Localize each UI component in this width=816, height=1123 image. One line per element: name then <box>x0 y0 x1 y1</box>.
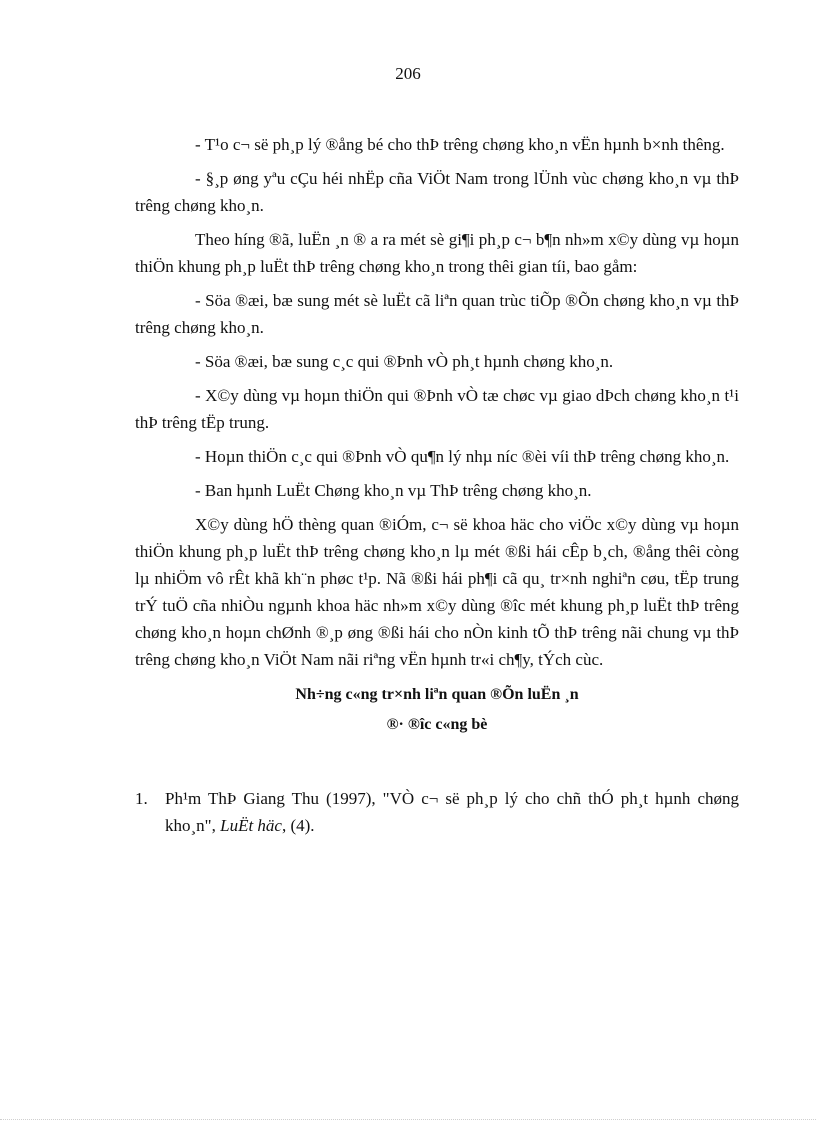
reference-issue: , (4). <box>281 816 315 835</box>
paragraph-bullet-trading: - X©y dùng vµ hoµn thiÖn qui ®Þnh vÒ tæ chøc vµ giao dÞch chøng kho¸n t¹i thÞ trêng tËp trung. <box>135 386 739 432</box>
paragraph-bullet-securities-law: - Ban hµnh LuËt Chøng kho¸n vµ ThÞ trêng chøng kho¸n. <box>195 481 592 500</box>
reference-list <box>135 785 739 839</box>
reference-text <box>165 785 739 839</box>
reference-item <box>135 785 739 839</box>
reference-number: 1. <box>135 789 148 808</box>
paragraph-bullet-issuance: - Söa ®æi, bæ sung c¸c qui ®Þnh vÒ ph¸t hµnh chøng kho¸n. <box>195 352 614 371</box>
main-content <box>135 131 739 839</box>
paragraph-bullet-amend-laws: - Söa ®æi, bæ sung mét sè luËt cã liªn quan trùc tiÕp ®Õn chøng kho¸n vµ thÞ trêng chøng kho¸n. <box>135 291 739 337</box>
reference-citation: Ph¹m ThÞ Giang Thu (1997), "VÒ c¬ së ph¸p lý cho chñ thÓ ph¸t hµnh chøng kho¸n", <box>165 789 739 835</box>
reference-journal: LuËt häc <box>220 816 282 835</box>
paragraph-bullet-legal-basis: - T¹o c¬ së ph¸p lý ®ång bé cho thÞ trêng chøng kho¸n vËn hµnh b×nh thêng. <box>195 135 725 154</box>
section-heading-line-2: ®· ®îc c«ng bè <box>386 716 488 733</box>
page-number: 206 <box>395 64 421 83</box>
paragraph-solutions-intro: Theo híng ®ã, luËn ¸n ® a ra mét sè gi¶i ph¸p c¬ b¶n nh»m x©y dùng vµ hoµn thiÖn khung ph¸p luËt thÞ trêng chøng kho¸n trong thêi gian tíi, bao gåm: <box>135 230 739 276</box>
section-heading-line-1: Nh÷ng c«ng tr×nh liªn quan ®Õn luËn ¸n <box>295 686 579 703</box>
paragraph-bullet-state-management: - Hoµn thiÖn c¸c qui ®Þnh vÒ qu¶n lý nhµ níc ®èi víi thÞ trêng chøng kho¸n. <box>195 447 730 466</box>
paragraph-bullet-integration: - §¸p øng yªu cÇu héi nhËp cña ViÖt Nam trong lÜnh vùc chøng kho¸n vµ thÞ trêng chøng kho¸n. <box>135 169 739 215</box>
paragraph-conclusion: X©y dùng hÖ thèng quan ®iÓm, c¬ së khoa häc cho viÖc x©y dùng vµ hoµn thiÖn khung ph¸p luËt thÞ trêng chøng kho¸n lµ mét ®ßi hái cÊp b¸ch, ®ång thêi còng lµ nhiÖm vô rÊt khã kh¨n phøc t¹p. Nã ®ßi hái ph¶i cã qu¸ tr×nh nghiªn cøu, tËp trung trÝ tuÖ cña nhiÒu ngµnh khoa häc nh»m x©y dùng ®îc mét khung ph¸p luËt thÞ trêng chøng kho¸n hoµn chØnh ®¸p øng ®ßi hái cho nÒn kinh tÕ thÞ trêng nãi chung vµ thÞ trêng chøng kho¸n ViÖt Nam nãi riªng vËn hµnh tr«i ch¶y, tÝch cùc. <box>135 515 739 669</box>
page-bottom-divider <box>0 1119 816 1120</box>
